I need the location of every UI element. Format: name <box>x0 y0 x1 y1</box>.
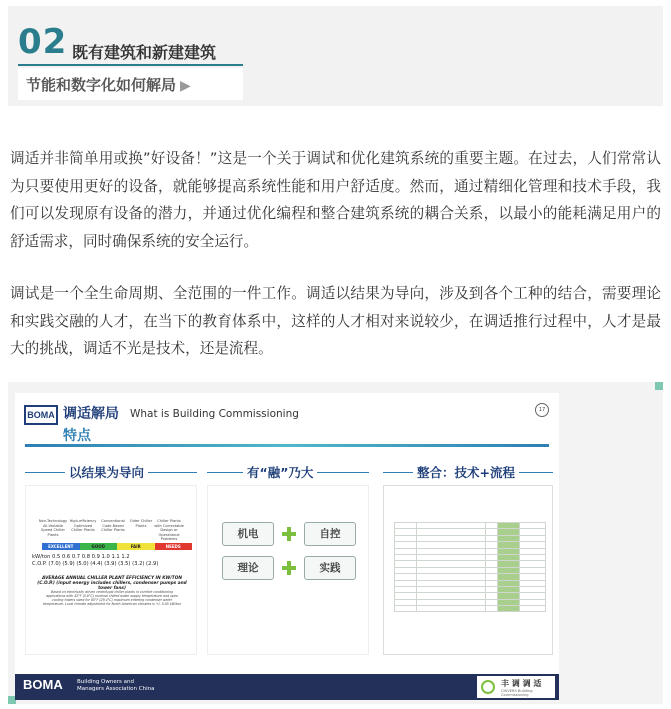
scale-head: Chiller Plants with Correctable Design or Operational Problems <box>154 519 184 541</box>
process-table-panel <box>383 485 553 655</box>
chart-caption: AVERAGE ANNUAL CHILLER PLANT EFFICIENCY IN KW/TON (C.O.P.) (input energy includes chillers, condenser pumps and tower fans) <box>37 576 187 591</box>
section-subtitle-text: 节能和数字化如何解局 <box>26 76 177 94</box>
section-heading-2: 有“融”乃大 <box>243 463 317 481</box>
scale-segment: EXCELLENT <box>42 543 80 550</box>
section-heading-1: 以结果为导向 <box>65 463 148 481</box>
fusion-diagram <box>207 485 369 655</box>
scale-head: High-efficiency Optimized Chiller Plants <box>69 519 97 532</box>
chart-note: Based on electrically driven centrifugal chiller plants in comfort conditioning applications with 42°F (5.6°C) nominal chilled water supply temperature and open cooling towers sized for 85°F (29.4°C) maximum entering condenser water temperature. Local climate adjustment for North American climates is +/- 0.05 kW/ton <box>42 590 182 606</box>
scale-head: Older Chiller Plants <box>129 519 153 528</box>
section-header <box>8 6 663 106</box>
table-cell <box>498 606 520 612</box>
footer-org-name <box>77 679 155 693</box>
table-cell <box>520 606 546 612</box>
footer-org-line: Managers Association China <box>77 686 155 692</box>
partner-name-cn: 丰 调 调 适 <box>501 679 542 688</box>
paragraph-1: 调适并非简单用或换”好设备！”这是一个关于调试和优化建筑系统的重要主题。在过去，人们常常认为只要使用更好的设备，就能够提高系统性能和用户舒适度。然而，通过精细化管理和技术手段，我们可以发现原有设备的潜力，并通过优化编程和整合建筑系统的耦合关系，以最小的能耗满足用户的舒适需求，同时确保系统的安全运行。 <box>10 150 661 250</box>
kw-row <box>32 554 130 560</box>
scale-head: Non-Technology All-Variable Speed Chiller Plants <box>38 519 68 537</box>
chip-controls: 自控 <box>304 522 356 546</box>
page-number: 17 <box>535 403 549 417</box>
table-cell <box>486 606 498 612</box>
slide-title: 调适解局 <box>63 406 119 422</box>
chip-practice: 实践 <box>304 556 356 580</box>
section-subtitle <box>18 68 243 100</box>
boma-logo: BOMA <box>24 405 58 425</box>
section-title: 既有建筑和新建建筑 <box>72 43 217 62</box>
header-underline <box>18 64 243 66</box>
efficiency-scale-bar <box>42 543 192 556</box>
cop-row <box>32 561 158 567</box>
table-cell <box>395 606 417 612</box>
slide-title-en: What is Building Commissioning <box>130 408 299 420</box>
kw-values: 0.5 0.6 0.7 0.8 0.9 1.0 1.1 1.2 <box>52 554 130 560</box>
slide-footer <box>15 674 559 700</box>
slide <box>15 393 559 700</box>
slide-subtitle: 特点 <box>63 428 91 444</box>
cop-values: (7.0) (5.9) (5.0) (4.4) (3.9) (3.5) (3.2) (2.9) <box>48 561 159 567</box>
scale-segment: FAIR <box>117 543 155 550</box>
partner-logo <box>477 676 555 698</box>
scale-head: Conventional Code Based Chiller Plants <box>101 519 125 532</box>
divider-bar <box>25 444 549 447</box>
kw-label: kW/ton <box>32 554 51 560</box>
footer-boma-logo: BOMA <box>23 677 63 692</box>
slide-image <box>8 382 663 704</box>
corner-accent <box>655 382 663 390</box>
partner-circle-icon <box>481 680 495 694</box>
efficiency-chart <box>25 485 197 655</box>
footer-org-line: Building Owners and <box>77 679 134 685</box>
scale-segment: NEEDS IMPROVEMENT <box>155 543 193 550</box>
scale-segment: GOOD <box>80 543 118 550</box>
play-arrow-icon: ▶ <box>180 78 191 94</box>
partner-name-en: CHIVERS Building Commissioning <box>501 689 533 697</box>
table-row <box>395 606 546 612</box>
chip-mep: 机电 <box>222 522 274 546</box>
paragraph-2: 调试是一个全生命周期、全范围的一件工作。调适以结果为导向，涉及到各个工种的结合，需要理论 和实践交融的人才，在当下的教育体系中，这样的人才相对来说较少，在调适推行过程中，人才是最大的挑战，调适不光是技术，还是流程。 <box>10 285 661 357</box>
table-cell <box>416 606 486 612</box>
cop-label: C.O.P. <box>32 561 47 567</box>
plus-icon <box>282 527 296 541</box>
chip-theory: 理论 <box>222 556 274 580</box>
section-number: 02 <box>18 22 68 62</box>
process-table <box>394 522 546 612</box>
section-heading-3: 整合：技术+流程 <box>413 463 519 481</box>
plus-icon <box>282 561 296 575</box>
